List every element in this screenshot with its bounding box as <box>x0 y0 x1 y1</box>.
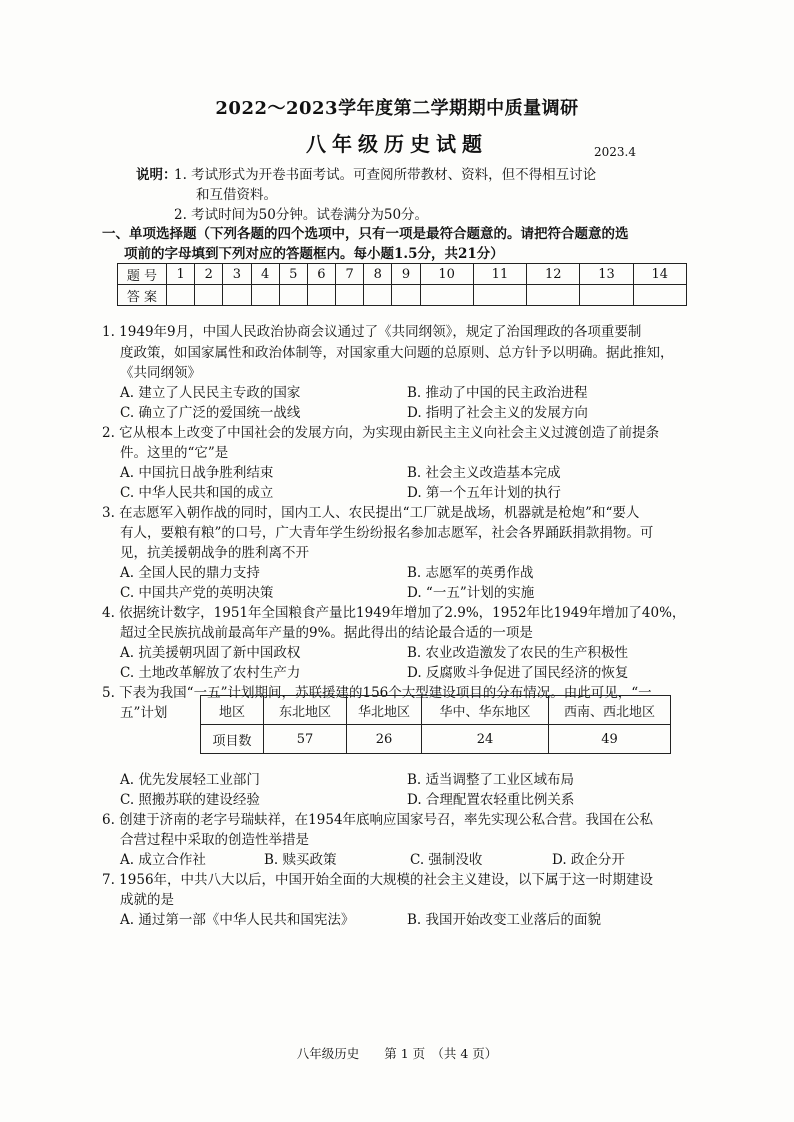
answer-table-answer-row <box>118 285 687 306</box>
answer-number: 9 <box>392 264 420 285</box>
answer-cell[interactable] <box>580 285 633 306</box>
q5-stem: 五”计划 <box>120 705 168 721</box>
answer-number: 14 <box>633 264 686 285</box>
q2-option-a: A. 中国抗日战争胜利结束 <box>120 465 274 481</box>
answer-cell[interactable] <box>420 285 473 306</box>
page-footer: 八年级历史 第 1 页 （共 4 页） <box>296 1046 498 1061</box>
answer-cell[interactable] <box>527 285 580 306</box>
answer-cell[interactable] <box>251 285 279 306</box>
q2-option-c: C. 中华人民共和国的成立 <box>120 485 274 501</box>
q2-option-b: B. 社会主义改造基本完成 <box>407 465 561 481</box>
answer-cell[interactable] <box>336 285 364 306</box>
q1-stem: 《共同纲领》 <box>120 365 201 381</box>
table-cell: 57 <box>264 725 347 754</box>
q7-stem: 7. 1956年，中共八大以后，中国开始全面的大规模的社会主义建设，以下属于这一时期建设 <box>102 872 654 888</box>
answer-number: 3 <box>223 264 251 285</box>
answer-cell[interactable] <box>392 285 420 306</box>
q6-stem: 合营过程中采取的创造性举措是 <box>120 832 309 848</box>
notes-item-2: 2. 考试时间为50分钟。试卷满分为50分。 <box>174 207 429 223</box>
answer-table <box>117 263 687 306</box>
q6-stem: 6. 创建于济南的老字号瑞蚨祥，在1954年底响应国家号召，率先实现公私合营。我国在公私 <box>102 812 654 828</box>
q3-stem: 3. 在志愿军入朝作战的同时，国内工人、农民提出“工厂就是战场，机器就是枪炮”和“要人 <box>102 505 640 521</box>
section-1-heading-cont: 项前的字母填到下列对应的答题框内。每小题1.5分，共21分） <box>124 246 504 262</box>
answer-cell[interactable] <box>223 285 251 306</box>
section-1-heading: 一、单项选择题（下列各题的四个选项中，只有一项是最符合题意的。请把符合题意的选 <box>102 226 629 242</box>
q7-option-b: B. 我国开始改变工业落后的面貌 <box>407 912 602 928</box>
notes-item-1-cont: 和互借资料。 <box>196 187 277 203</box>
table-cell: 26 <box>347 725 422 754</box>
answer-cell[interactable] <box>167 285 195 306</box>
q6-option-b: B. 赎买政策 <box>264 852 337 868</box>
q5-option-a: A. 优先发展轻工业部门 <box>120 772 260 788</box>
answer-cell[interactable] <box>633 285 686 306</box>
answer-number: 2 <box>195 264 223 285</box>
notes-item-1: 1. 考试形式为开卷书面考试。可查阅所带教材、资料，但不得相互讨论 <box>174 167 597 183</box>
answer-number: 12 <box>527 264 580 285</box>
q1-option-b: B. 推动了中国的民主政治进程 <box>407 385 588 401</box>
q1-option-c: C. 确立了广泛的爱国统一战线 <box>120 405 301 421</box>
table-header-cell: 东北地区 <box>264 696 347 725</box>
q4-option-d: D. 反腐败斗争促进了国民经济的恢复 <box>407 665 629 681</box>
answer-number: 5 <box>279 264 307 285</box>
q2-stem: 2. 它从根本上改变了中国社会的发展方向，为实现由新民主主义向社会主义过渡创造了前提条 <box>102 425 660 441</box>
answer-table-number-row <box>118 264 687 285</box>
table-cell: 项目数 <box>201 725 264 754</box>
answer-number: 11 <box>473 264 526 285</box>
table-header-cell: 华北地区 <box>347 696 422 725</box>
table-header-row <box>201 696 671 725</box>
answer-table-label: 题 号 <box>118 264 167 285</box>
q1-stem: 度政策，如国家属性和政治体制等，对国家重大问题的总原则、总方针予以明确。据此推知， <box>120 345 674 361</box>
q4-option-c: C. 土地改革解放了农村生产力 <box>120 665 301 681</box>
q2-stem: 件。这里的“它”是 <box>120 445 229 461</box>
q6-option-c: C. 强制没收 <box>410 852 483 868</box>
answer-number: 7 <box>336 264 364 285</box>
answer-cell[interactable] <box>473 285 526 306</box>
q5-option-d: D. 合理配置农轻重比例关系 <box>407 792 575 808</box>
table-header-cell: 西南、西北地区 <box>549 696 671 725</box>
q1-option-a: A. 建立了人民民主专政的国家 <box>120 385 301 401</box>
table-cell: 49 <box>549 725 671 754</box>
answer-table-label: 答 案 <box>118 285 167 306</box>
q3-option-c: C. 中国共产党的英明决策 <box>120 585 274 601</box>
answer-cell[interactable] <box>279 285 307 306</box>
project-distribution-table <box>200 695 671 754</box>
q5-option-b: B. 适当调整了工业区域布局 <box>407 772 575 788</box>
q3-option-d: D. “一五”计划的实施 <box>407 585 535 601</box>
answer-number: 1 <box>167 264 195 285</box>
q2-option-d: D. 第一个五年计划的执行 <box>407 485 561 501</box>
answer-cell[interactable] <box>307 285 335 306</box>
q1-option-d: D. 指明了社会主义的发展方向 <box>407 405 588 421</box>
q7-option-a: A. 通过第一部《中华人民共和国宪法》 <box>120 912 355 928</box>
table-header-cell: 地区 <box>201 696 264 725</box>
answer-number: 10 <box>420 264 473 285</box>
q1-stem: 1. 1949年9月，中国人民政治协商会议通过了《共同纲领》，规定了治国理政的各项重要制 <box>102 324 642 340</box>
notes-label: 说明： <box>136 167 177 183</box>
table-row <box>201 725 671 754</box>
q6-option-a: A. 成立合作社 <box>120 852 206 868</box>
q6-option-d: D. 政企分开 <box>552 852 625 868</box>
q3-stem: 有人，要粮有粮”的口号，广大青年学生纷纷报名参加志愿军，社会各界踊跃捐款捐物。可 <box>120 525 654 541</box>
exam-date: 2023.4 <box>594 145 636 159</box>
q4-option-a: A. 抗美援朝巩固了新中国政权 <box>120 645 301 661</box>
answer-number: 13 <box>580 264 633 285</box>
q4-option-b: B. 农业改造激发了农民的生产积极性 <box>407 645 629 661</box>
answer-number: 8 <box>364 264 392 285</box>
q3-stem: 见，抗美援朝战争的胜利离不开 <box>120 545 309 561</box>
table-header-cell: 华中、华东地区 <box>422 696 549 725</box>
q3-option-a: A. 全国人民的鼎力支持 <box>120 565 260 581</box>
answer-cell[interactable] <box>364 285 392 306</box>
answer-number: 6 <box>307 264 335 285</box>
exam-title: 2022～2023学年度第二学期期中质量调研 <box>215 98 579 119</box>
answer-cell[interactable] <box>195 285 223 306</box>
subject-title: 八年级历史试题 <box>306 132 488 156</box>
q3-option-b: B. 志愿军的英勇作战 <box>407 565 534 581</box>
answer-number: 4 <box>251 264 279 285</box>
q5-stem: 5. 下表为我国“一五”计划期间，苏联援建的156个大型建设项目的分布情况。由此可见，“一 <box>102 685 652 701</box>
q4-stem: 超过全民族抗战前最高年产量的9%。据此得出的结论最合适的一项是 <box>120 625 533 641</box>
q4-stem: 4. 依据统计数字，1951年全国粮食产量比1949年增加了2.9%，1952年比1949年增加了40%， <box>102 605 686 621</box>
q5-option-c: C. 照搬苏联的建设经验 <box>120 792 260 808</box>
table-cell: 24 <box>422 725 549 754</box>
q7-stem: 成就的是 <box>120 892 174 908</box>
